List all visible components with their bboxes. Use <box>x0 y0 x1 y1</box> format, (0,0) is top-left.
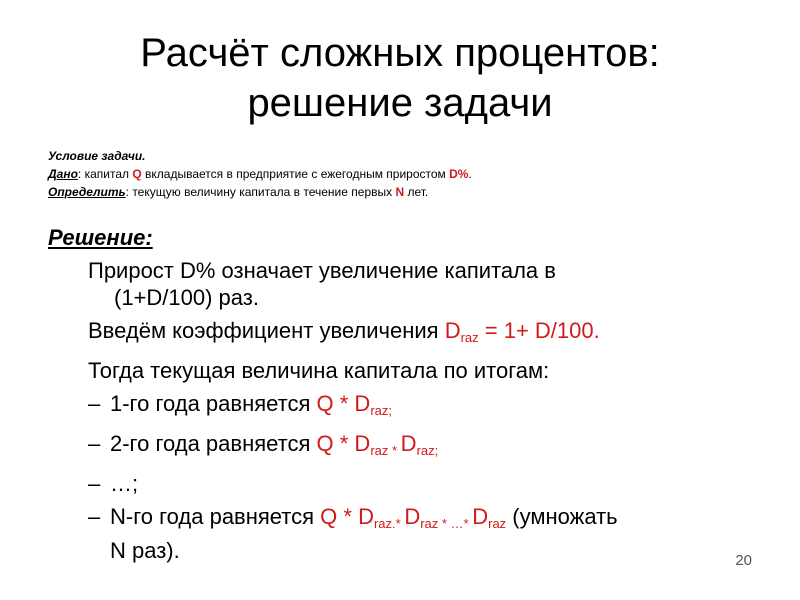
coefficient-text: Введём коэффициент увеличения <box>88 318 445 343</box>
given-text-1: : капитал <box>77 167 133 181</box>
item-2-text: 2-го года равняется <box>110 431 317 456</box>
given-text-2: вкладывается в предприятие с ежегодным приростом <box>141 167 450 181</box>
item-4-d2: D <box>404 504 421 529</box>
given-var-q: Q <box>132 167 142 181</box>
paragraph-growth-line-1: Прирост D% означает увеличение капитала в <box>88 258 556 283</box>
list-item <box>88 390 768 424</box>
title-line-1: Расчёт сложных процентов: <box>140 31 660 75</box>
dash-marker: – <box>88 471 101 496</box>
given-var-d: D% <box>449 167 469 181</box>
formula-sub: raz <box>460 330 479 345</box>
item-4-sep-2: * …* <box>438 516 473 531</box>
determine-label: Определить <box>48 185 126 199</box>
problem-conditions <box>48 147 472 201</box>
dash-marker: – <box>88 431 101 456</box>
list-item <box>88 470 768 497</box>
determine-text-2: лет. <box>404 185 429 199</box>
slide-title <box>0 28 800 128</box>
dash-marker: – <box>88 504 101 529</box>
item-3-text: …; <box>110 471 139 496</box>
paragraph-growth <box>88 257 768 311</box>
item-2-formula <box>317 431 439 456</box>
item-2-q: Q * D <box>316 431 371 456</box>
conditions-heading: Условие задачи. <box>48 149 146 163</box>
given-label: Дано <box>48 167 78 181</box>
item-4-sub-1: raz. <box>373 516 396 531</box>
paragraph-current-value: Тогда текущая величина капитала по итогам: <box>88 358 550 383</box>
list-item <box>88 503 768 564</box>
solution-body <box>88 257 768 570</box>
dash-marker: – <box>88 391 101 416</box>
formula-d: D <box>444 318 461 343</box>
item-1-formula <box>317 391 392 416</box>
item-2-sub-1: raz <box>370 443 389 458</box>
list-item <box>88 430 768 464</box>
determine-line <box>48 183 472 201</box>
item-2-d2: D <box>400 431 417 456</box>
item-4-tail: (умножать <box>506 504 618 529</box>
determine-text-1: : текущую величину капитала в течение первых <box>125 185 396 199</box>
item-4-sub-2: raz <box>420 516 439 531</box>
item-1-text: 1-го года равняется <box>110 391 317 416</box>
title-line-2: решение задачи <box>247 81 553 125</box>
item-4-text: N-го года равняется <box>110 504 321 529</box>
page-number: 20 <box>735 552 752 569</box>
item-4-formula <box>320 504 506 529</box>
item-4-q: Q * D <box>320 504 374 529</box>
determine-var-n: N <box>395 185 405 199</box>
item-2-sub-2: raz; <box>416 443 439 458</box>
item-4-sep-1: * <box>395 516 405 531</box>
item-1-sub: raz; <box>370 403 392 418</box>
paragraph-growth-line-2: (1+D/100) раз. <box>114 285 259 310</box>
paragraph-coefficient <box>88 317 768 351</box>
solution-heading: Решение: <box>48 225 153 250</box>
item-1-q: Q * D <box>316 391 371 416</box>
given-text-3: . <box>468 167 472 181</box>
item-4-sub-3: raz <box>488 516 507 531</box>
coefficient-formula <box>445 318 600 343</box>
given-line <box>48 165 472 183</box>
item-4-d3: D <box>472 504 489 529</box>
item-2-sep: * <box>388 443 401 458</box>
formula-rest: = 1+ D/100. <box>478 318 600 343</box>
item-4-tail-2: N раз). <box>110 538 180 563</box>
